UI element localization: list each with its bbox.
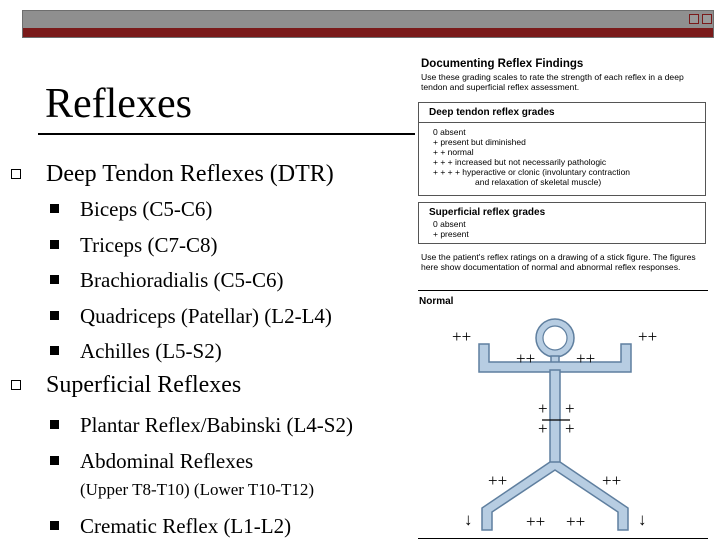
square-bullet	[50, 240, 59, 249]
grade-row: and relaxation of skeletal muscle)	[475, 177, 602, 187]
dtr-grades-title: Deep tendon reflex grades	[419, 103, 705, 123]
square-bullet	[50, 521, 59, 530]
list-item: Triceps (C7-C8)	[80, 233, 218, 257]
grade-row: 0 absent	[433, 219, 466, 229]
grade-row: + present but diminished	[433, 137, 526, 147]
bullet-superficial: Superficial Reflexes	[46, 372, 242, 398]
superficial-grades-box	[418, 202, 706, 244]
reflex-label-biceps-left: ++	[452, 327, 472, 346]
reflex-label-knee-left: ++	[488, 471, 508, 490]
list-item: Quadriceps (Patellar) (L2-L4)	[80, 304, 332, 328]
panel-bottom-rule	[418, 538, 708, 539]
panel-divider	[418, 290, 708, 291]
slide-title: Reflexes	[45, 81, 192, 127]
reflex-label-knee-right: ++	[602, 471, 622, 490]
stick-figure-diagram	[442, 312, 682, 538]
grade-row: + + normal	[433, 147, 474, 157]
grade-row: + + + increased but not necessarily pathologic	[433, 157, 607, 167]
grade-row: + present	[433, 229, 469, 239]
list-item: Achilles (L5-S2)	[80, 339, 222, 363]
figure-face	[543, 326, 567, 350]
bullet-deep-tendon: Deep Tendon Reflexes (DTR)	[46, 161, 334, 187]
abdominal-note: (Upper T8-T10) (Lower T10-T12)	[80, 480, 314, 499]
reflex-label-abd-lower-right: +	[565, 419, 575, 438]
dtr-grades-box	[418, 102, 706, 196]
reflex-label-abd-upper-left: +	[538, 399, 548, 418]
square-bullet	[50, 346, 59, 355]
top-decor-bar	[22, 10, 714, 38]
panel-heading: Documenting Reflex Findings	[421, 58, 584, 70]
normal-label: Normal	[419, 296, 454, 307]
reflex-label-abd-upper-right: +	[565, 399, 575, 418]
reflex-label-triceps-left: ++	[516, 349, 536, 368]
reflex-label-abd-lower-left: +	[538, 419, 548, 438]
grade-row: + + + + hyperactive or clonic (involuntary contraction	[433, 167, 631, 177]
square-bullet	[50, 311, 59, 320]
reflex-label-triceps-right: ++	[576, 349, 596, 368]
title-rule	[38, 133, 415, 135]
list-item: Brachioradialis (C5-C6)	[80, 268, 284, 292]
hollow-square-bullet	[11, 169, 21, 179]
hollow-square-bullet	[11, 380, 21, 390]
stick-figure	[479, 319, 631, 530]
square-bullet	[50, 204, 59, 213]
square-bullet	[50, 420, 59, 429]
list-item: Abdominal Reflexes	[80, 449, 254, 473]
plantar-arrow-left: ↓	[464, 510, 473, 529]
square-bullet	[50, 275, 59, 284]
square-bullet	[50, 456, 59, 465]
reflex-label-biceps-right: ++	[638, 327, 658, 346]
top-decor-stripe	[23, 28, 713, 37]
list-item: Plantar Reflex/Babinski (L4-S2)	[80, 413, 353, 437]
decor-square	[689, 14, 699, 24]
panel-note: Use the patient's reflex ratings on a drawing of a stick figure. The figures here show documentation of normal and abnormal reflex responses.	[421, 252, 696, 272]
reflex-reference-panel	[416, 54, 716, 540]
figure-torso	[550, 370, 560, 466]
plantar-arrow-right: ↓	[638, 510, 647, 529]
reflex-label-ankle-right: ++	[566, 512, 586, 531]
superficial-grades-title: Superficial reflex grades	[429, 207, 546, 218]
list-item: Crematic Reflex (L1-L2)	[80, 514, 292, 538]
reflex-label-ankle-left: ++	[526, 512, 546, 531]
panel-intro: Use these grading scales to rate the strength of each reflex in a deep tendon and superficial reflex assessment.	[421, 72, 684, 92]
grade-row: 0 absent	[433, 127, 466, 137]
list-item: Biceps (C5-C6)	[80, 197, 213, 221]
decor-square	[702, 14, 712, 24]
